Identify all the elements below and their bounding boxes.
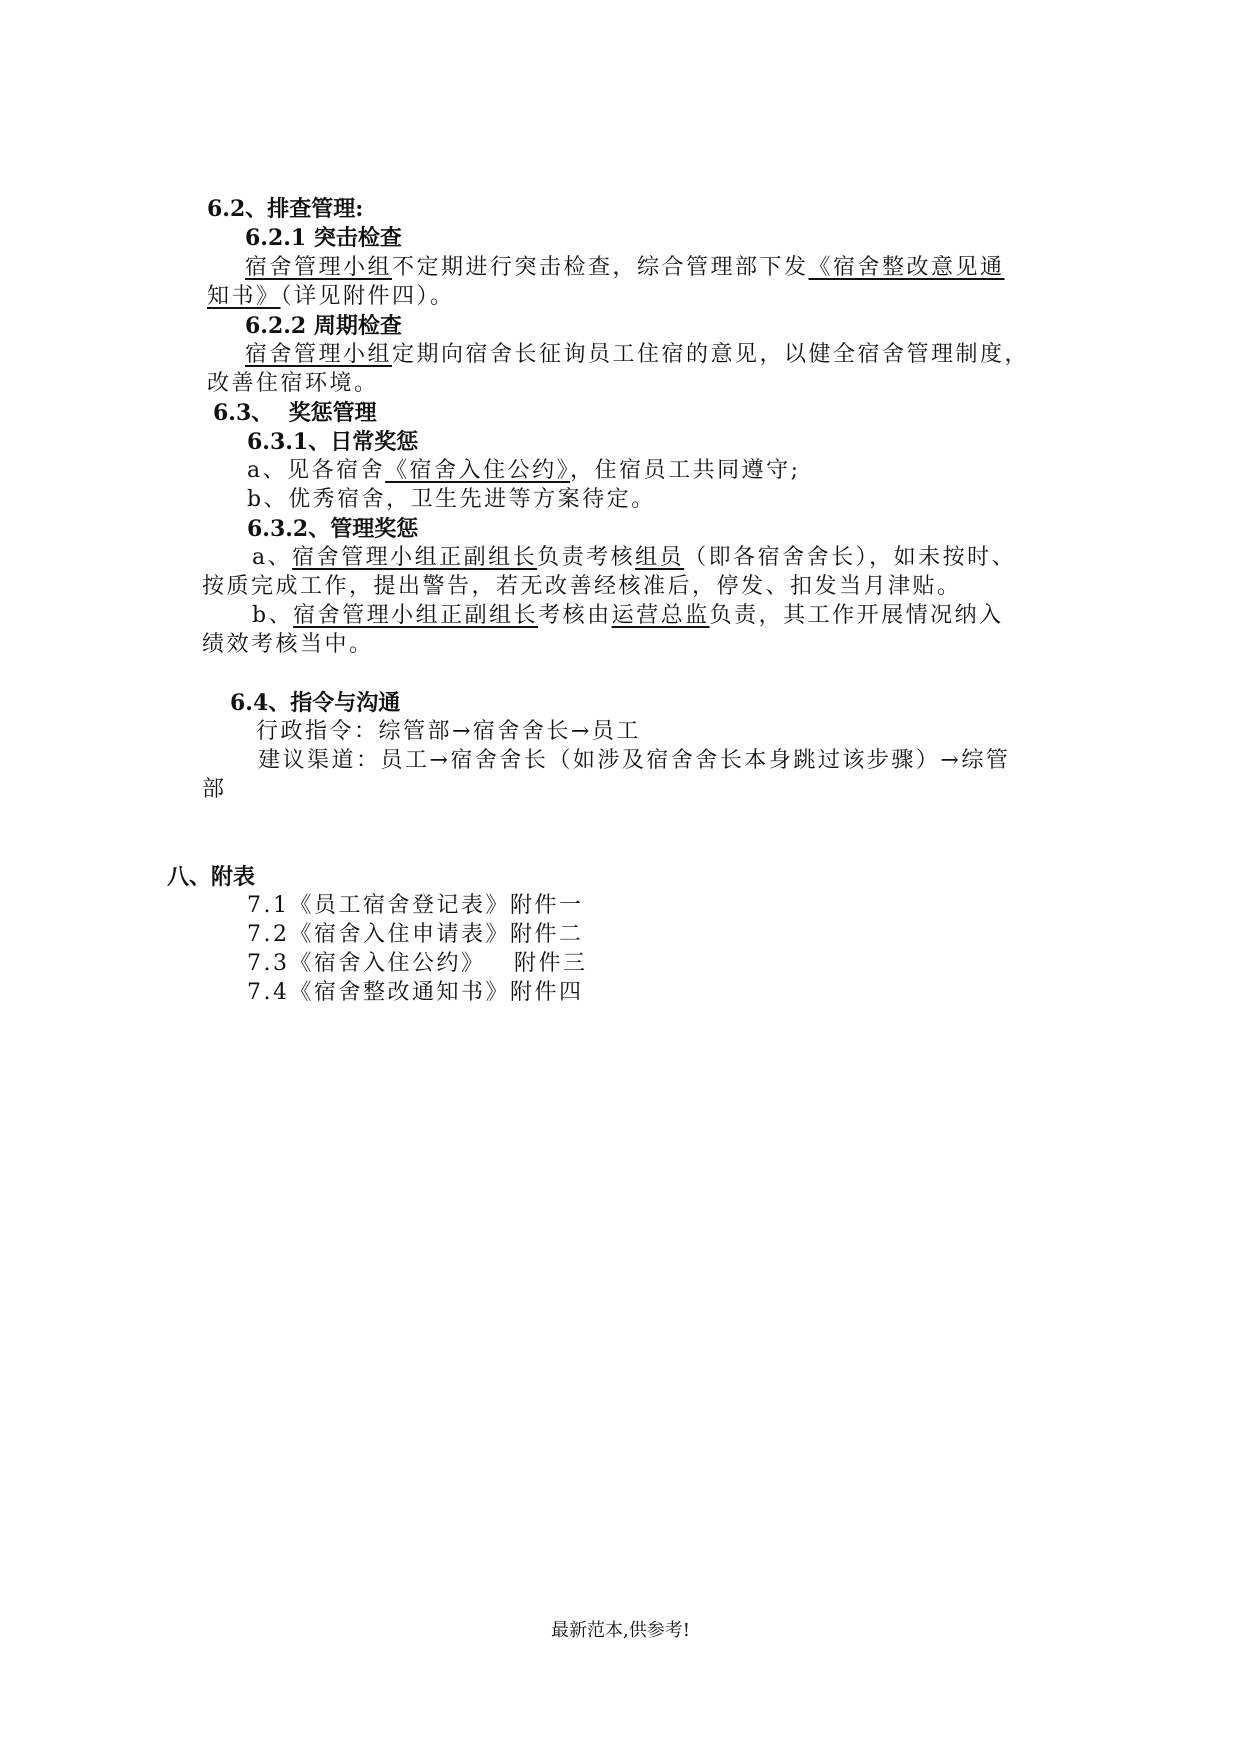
section-6-3-2-item-b-line2: 绩效考核当中。 bbox=[202, 632, 374, 657]
section-6-3-1-item-a bbox=[247, 455, 801, 487]
section-6-2-2-paragraph-line2: 改善住宿环境。 bbox=[207, 371, 379, 396]
appendix-item: 7.2《宿舍入住申请表》附件二 bbox=[247, 922, 584, 947]
suggestion-channel-line2: 部 bbox=[202, 777, 227, 802]
paragraph-text: a、见各宿舍 bbox=[247, 458, 386, 483]
paragraph-text: （详见附件四）。 bbox=[280, 284, 455, 309]
paragraph-text: 负责考核 bbox=[537, 545, 636, 570]
suggestion-channel-line1: 建议渠道：员工→宿舍舍长（如涉及宿舍舍长本身跳过该步骤）→综管 bbox=[258, 748, 1011, 773]
paragraph-text: ，住宿员工共同遵守; bbox=[570, 458, 801, 483]
section-6-2-2-paragraph-line1 bbox=[245, 339, 1029, 371]
underlined-term: 组员 bbox=[635, 545, 685, 570]
admin-command-line: 行政指令：综管部→宿舍舍长→员工 bbox=[256, 719, 641, 744]
underlined-term: 宿舍管理小组正副组长 bbox=[293, 603, 539, 628]
underlined-term: 《宿舍整改意见通 bbox=[808, 255, 1005, 280]
paragraph-text: 不定期进行突击检查，综合管理部下发 bbox=[392, 255, 809, 280]
underlined-term: 宿舍管理小组 bbox=[245, 255, 393, 280]
underlined-term: 宿舍管理小组正副组长 bbox=[292, 545, 538, 570]
paragraph-text: 负责，其工作开展情况纳入 bbox=[709, 603, 1004, 628]
section-6-2-heading: 6.2、排查管理: bbox=[207, 196, 364, 222]
underlined-term: 宿舍管理小组 bbox=[245, 342, 393, 367]
paragraph-text: （即各宿舍舍长），如未按时、 bbox=[684, 545, 1017, 570]
section-6-2-1-paragraph-line2 bbox=[207, 281, 455, 313]
section-6-4-heading: 6.4、指令与沟通 bbox=[230, 690, 401, 716]
section-6-3-2-item-b-line1 bbox=[252, 600, 1004, 632]
section-6-3-2-item-a-line2: 按质完成工作，提出警告，若无改善经核准后，停发、扣发当月津贴。 bbox=[202, 574, 962, 599]
paragraph-text: 定期向宿舍长征询员工住宿的意见，以健全宿舍管理制度， bbox=[392, 342, 1030, 367]
underlined-term: 《宿舍入住公约》 bbox=[385, 458, 571, 483]
section-6-2-1-paragraph-line1 bbox=[245, 252, 1005, 284]
section-6-2-2-heading: 6.2.2 周期检查 bbox=[245, 313, 402, 339]
paragraph-text: a、 bbox=[252, 545, 293, 570]
underlined-term: 知书》 bbox=[207, 284, 281, 309]
section-6-3-2-heading: 6.3.2、管理奖惩 bbox=[247, 516, 419, 542]
section-6-2-1-heading: 6.2.1 突击检查 bbox=[245, 225, 402, 251]
appendix-item: 7.3《宿舍入住公约》 附件三 bbox=[247, 951, 588, 976]
page-footer: 最新范本,供参考! bbox=[551, 1620, 690, 1641]
appendix-item: 7.1《员工宿舍登记表》附件一 bbox=[247, 893, 584, 918]
paragraph-text: 考核由 bbox=[538, 603, 612, 628]
appendix-heading: 八、附表 bbox=[167, 864, 256, 890]
appendix-item: 7.4《宿舍整改通知书》附件四 bbox=[247, 980, 584, 1005]
section-6-3-1-heading: 6.3.1、日常奖惩 bbox=[247, 429, 419, 455]
section-6-3-heading: 6.3、 奖惩管理 bbox=[213, 400, 377, 426]
underlined-term: 运营总监 bbox=[611, 603, 710, 628]
section-6-3-2-item-a-line1 bbox=[252, 542, 1016, 574]
paragraph-text: b、 bbox=[252, 603, 294, 628]
section-6-3-1-item-b: b、优秀宿舍，卫生先进等方案待定。 bbox=[247, 487, 656, 512]
